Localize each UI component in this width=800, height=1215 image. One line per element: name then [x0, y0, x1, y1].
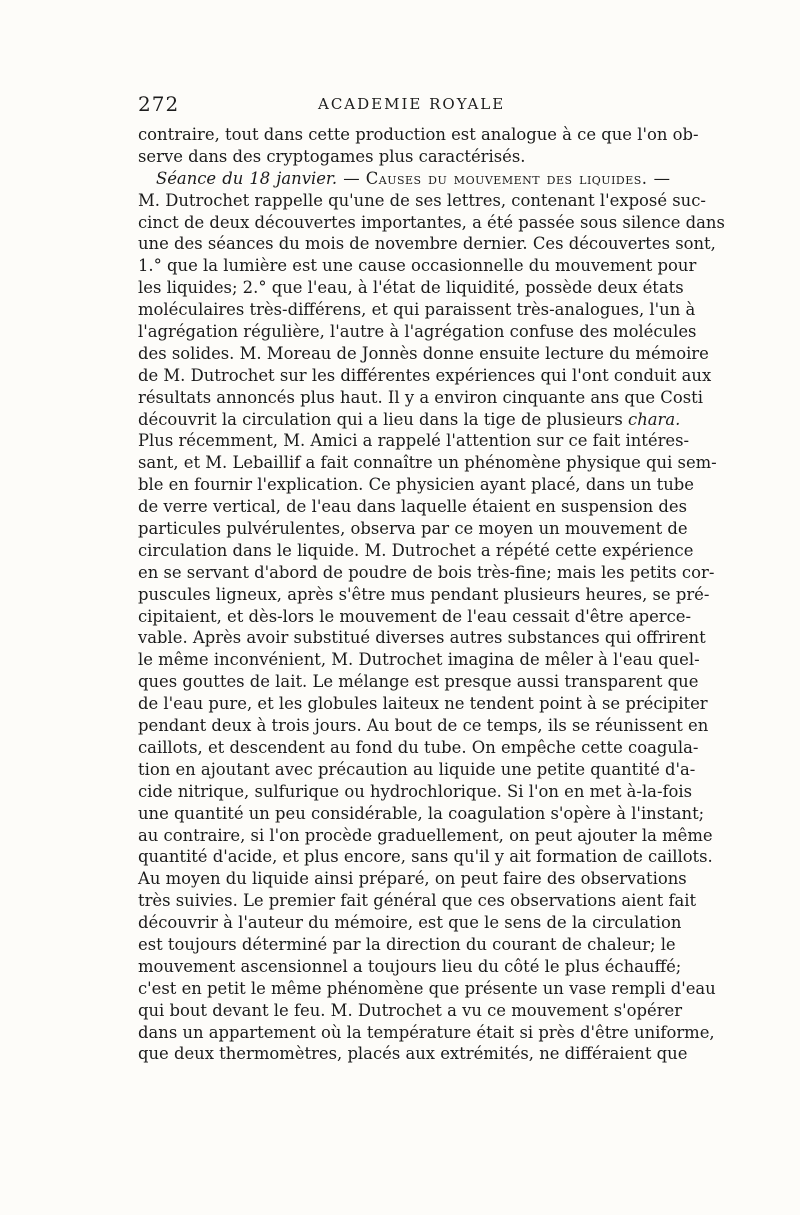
text-line: les liquides; 2.° que l'eau, à l'état de liquidité, possède deux états [138, 278, 684, 298]
text-line: puscules ligneux, après s'être mus pendant plusieurs heures, se pré- [138, 584, 710, 604]
text-line: pendant deux à trois jours. Au bout de ce temps, ils se réunissent en [138, 716, 709, 736]
text-line: qui bout devant le feu. M. Dutrochet a vu ce mouvement s'opérer [138, 1000, 683, 1020]
text-line: mouvement ascensionnel a toujours lieu du côté le plus échauffé; [138, 956, 682, 976]
text-line: c'est en petit le même phénomène que présente un vase rempli d'eau [138, 978, 716, 998]
italic-term: chara. [628, 409, 681, 429]
text-line: cinct de deux découvertes importantes, a été passée sous silence dans [138, 212, 725, 232]
section-title: Causes du mouvement des liquides. [365, 168, 648, 188]
text-line: très suivies. Le premier fait général que ces observations aient fait [138, 891, 697, 911]
text-line: caillots, et descendent au fond du tube. On empêche cette coagula- [138, 737, 699, 757]
text-line: ble en fournir l'explication. Ce physicien ayant placé, dans un tube [138, 475, 694, 495]
text-line: des solides. M. Moreau de Jonnès donne ensuite lecture du mémoire [138, 343, 709, 363]
text-line: une quantité un peu considérable, la coagulation s'opère à l'instant; [138, 803, 705, 823]
text-line: M. Dutrochet rappelle qu'une de ses lettres, contenant l'exposé suc- [138, 190, 706, 210]
text-line: sant, et M. Lebaillif a fait connaître un phénomène physique qui sem- [138, 453, 717, 473]
text-line: que deux thermomètres, placés aux extrémités, ne différaient que [138, 1044, 688, 1064]
page-number: 272 [138, 92, 180, 116]
text-line: moléculaires très-différens, et qui paraissent très-analogues, l'un à [138, 300, 696, 320]
text-line: quantité d'acide, et plus encore, sans qu'il y ait formation de caillots. [138, 847, 713, 867]
text-line: ques gouttes de lait. Le mélange est presque aussi transparent que [138, 672, 699, 692]
text-line: est toujours déterminé par la direction du courant de chaleur; le [138, 934, 676, 954]
text-line [138, 387, 703, 409]
text-line: le même inconvénient, M. Dutrochet imagina de mêler à l'eau quel- [138, 650, 700, 670]
text-line: vable. Après avoir substitué diverses autres substances qui offrirent [138, 628, 706, 648]
text-line: contraire, tout dans cette production est analogue à ce que l'on ob- [138, 125, 699, 144]
page-header [138, 92, 670, 122]
text-line: 1.° que la lumière est une cause occasionnelle du mouvement pour [138, 256, 697, 276]
text-line: en se servant d'abord de poudre de bois très-fine; mais les petits cor- [138, 562, 715, 582]
text-line: particules pulvérulentes, observa par ce moyen un mouvement de [138, 519, 688, 539]
text-line: au contraire, si l'on procède graduellement, on peut ajouter la même [138, 825, 713, 845]
text-line: cipitaient, et dès-lors le mouvement de l'eau cessait d'être aperce- [138, 606, 692, 626]
text-line: de M. Dutrochet sur les différentes expériences qui l'ont conduit aux [138, 365, 712, 385]
text-segment: résultats annoncés plus haut. Il y a environ cinquante ans que Costi [138, 387, 703, 407]
dash: — [647, 168, 670, 188]
dash: — [337, 168, 366, 188]
running-head: ACADEMIE ROYALE [318, 95, 506, 113]
text-line: circulation dans le liquide. M. Dutrochet a répété cette expérience [138, 540, 694, 560]
text-line: tion en ajoutant avec précaution au liquide une petite quantité d'a- [138, 759, 696, 779]
text-line: serve dans des cryptogames plus caractérisés. [138, 146, 526, 166]
text-line: Plus récemment, M. Amici a rappelé l'attention sur ce fait intéres- [138, 431, 690, 451]
text-line: Au moyen du liquide ainsi préparé, on peut faire des observations [138, 869, 687, 889]
text-line: une des séances du mois de novembre dernier. Ces découvertes sont, [138, 234, 716, 254]
text-line [138, 409, 681, 431]
text-line: de l'eau pure, et les globules laiteux ne tendent point à se précipiter [138, 694, 708, 714]
text-line: de verre vertical, de l'eau dans laquelle étaient en suspension des [138, 497, 688, 517]
section-heading-line [138, 168, 670, 190]
session-date: Séance du 18 janvier. [156, 168, 338, 188]
text-line: l'agrégation régulière, l'autre à l'agrégation confuse des molécules [138, 322, 697, 342]
text-line: dans un appartement où la température était si près d'être uniforme, [138, 1022, 715, 1042]
text-segment: découvrit la circulation qui a lieu dans la tige de plusieurs [138, 409, 629, 429]
body-text [138, 124, 725, 1065]
text-line: cide nitrique, sulfurique ou hydrochlorique. Si l'on en met à-la-fois [138, 781, 693, 801]
text-line: découvrir à l'auteur du mémoire, est que le sens de la circulation [138, 913, 682, 933]
